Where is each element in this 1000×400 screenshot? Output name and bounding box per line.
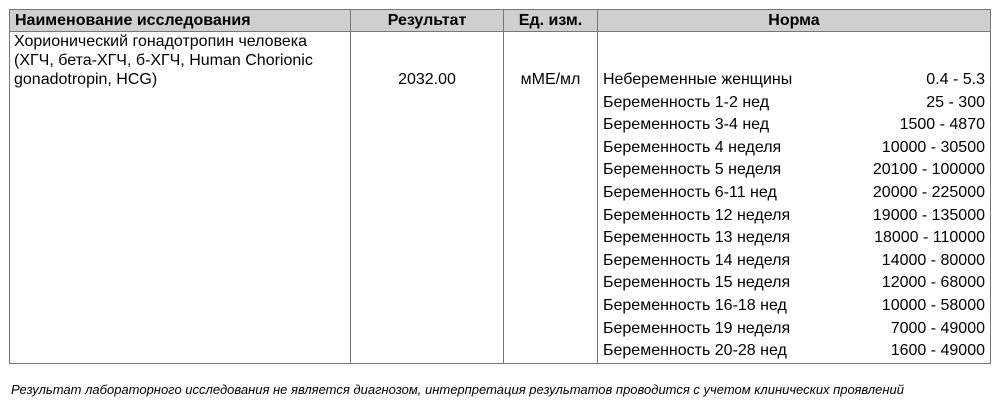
header-unit: Ед. изм. xyxy=(504,10,598,32)
test-name-line: Хорионический гонадотропин человека xyxy=(14,33,308,50)
norm-row xyxy=(603,182,985,205)
norm-row xyxy=(603,92,985,115)
unit-cell xyxy=(504,32,598,364)
unit-value: мМЕ/мл xyxy=(520,71,581,88)
norm-label: Беременность 13 неделя xyxy=(603,229,791,247)
norm-label: Небеременные женщины xyxy=(603,71,793,88)
norm-label: Беременность 14 неделя xyxy=(603,251,791,269)
norm-label: Беременность 5 неделя xyxy=(603,161,782,179)
norm-range: 1600 - 49000 xyxy=(890,342,985,360)
norm-label: Беременность 3-4 нед xyxy=(603,116,770,134)
norm-label: Беременность 1-2 нед xyxy=(603,93,770,111)
norm-row xyxy=(603,137,985,160)
norm-label: Беременность 15 неделя xyxy=(603,274,791,292)
header-name: Наименование исследования xyxy=(10,10,351,32)
norm-row xyxy=(603,159,985,182)
table-row xyxy=(10,32,991,364)
norm-label: Беременность 19 неделя xyxy=(603,319,791,337)
norm-label: Беременность 12 неделя xyxy=(603,206,791,224)
test-name-line: gonadotropin, HCG) xyxy=(14,71,158,88)
norm-range: 25 - 300 xyxy=(926,93,985,111)
norm-row xyxy=(603,295,985,318)
norm-row xyxy=(603,272,985,295)
norm-row xyxy=(603,318,985,341)
norm-cell xyxy=(598,32,991,364)
result-cell xyxy=(351,32,504,364)
header-norm: Норма xyxy=(598,10,991,32)
norm-row xyxy=(603,227,985,250)
lab-results-table xyxy=(9,9,991,364)
table-header-row xyxy=(10,10,991,32)
norm-row xyxy=(603,114,985,137)
norm-range: 0.4 - 5.3 xyxy=(926,71,985,88)
test-name-line: (ХГЧ, бета-ХГЧ, б-ХГЧ, Human Chorionic xyxy=(14,52,313,69)
norm-range: 1500 - 4870 xyxy=(899,116,985,134)
norm-label: Беременность 6-11 нед xyxy=(603,183,777,201)
norm-row xyxy=(603,205,985,228)
norm-row xyxy=(603,340,985,363)
norm-range: 7000 - 49000 xyxy=(890,319,985,337)
result-value: 2032.00 xyxy=(398,71,456,88)
norm-range: 20000 - 225000 xyxy=(872,183,985,201)
norm-range: 14000 - 80000 xyxy=(881,251,985,269)
norm-range: 10000 - 30500 xyxy=(881,138,985,156)
header-result: Результат xyxy=(351,10,504,32)
norm-row xyxy=(603,69,985,92)
norm-label: Беременность 4 неделя xyxy=(603,138,782,156)
norm-row xyxy=(603,250,985,273)
norm-range: 19000 - 135000 xyxy=(872,206,985,224)
norm-range: 20100 - 100000 xyxy=(872,161,985,179)
norm-range: 18000 - 110000 xyxy=(874,229,985,247)
norm-label: Беременность 20-28 нед xyxy=(603,342,787,360)
norm-range: 12000 - 68000 xyxy=(881,274,985,292)
disclaimer-footnote: Результат лабораторного исследования не является диагнозом, интерпретация результатов проводится с учетом клинических проявлений xyxy=(11,382,904,397)
test-name-cell xyxy=(10,32,351,364)
norm-range: 10000 - 58000 xyxy=(881,296,985,314)
norm-label: Беременность 16-18 нед xyxy=(603,296,787,314)
norm-list xyxy=(598,69,990,363)
